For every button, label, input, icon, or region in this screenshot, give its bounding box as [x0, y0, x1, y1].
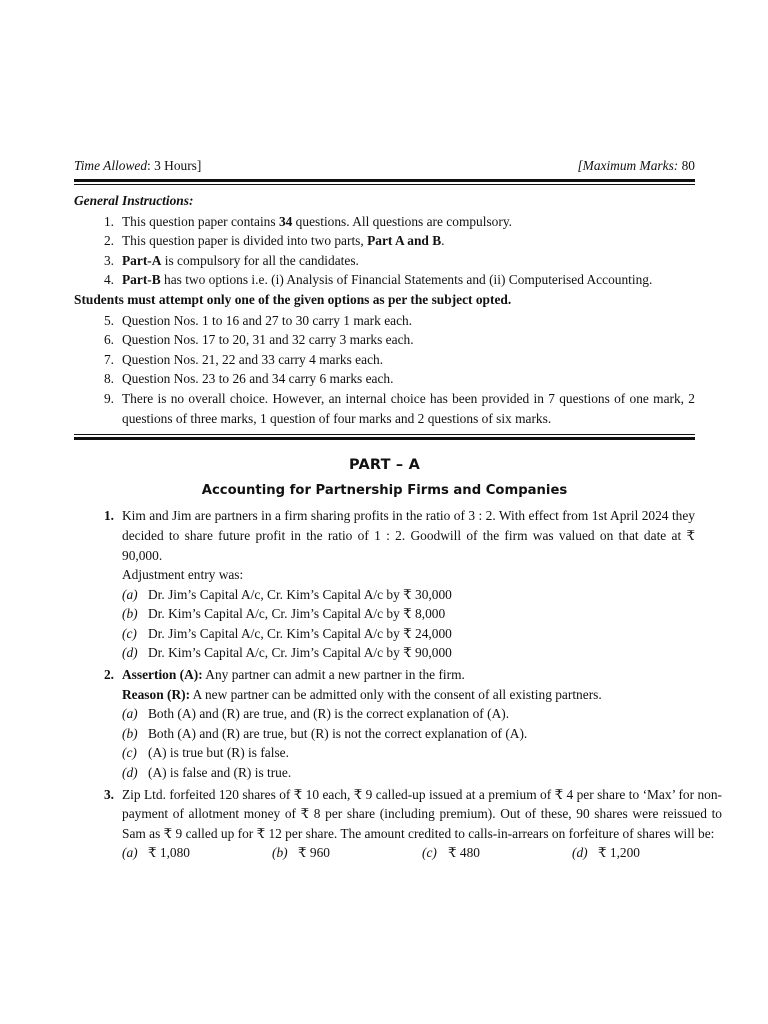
- question-body: [122, 785, 722, 863]
- instruction-text: Question Nos. 1 to 16 and 27 to 30 carry 1 mark each.: [122, 312, 413, 328]
- question-number: 3.: [103, 786, 114, 802]
- option-c: (c) Dr. Jim’s Capital A/c, Cr. Kim’s Capital A/c by ₹ 24,000: [122, 625, 452, 641]
- question-3: [74, 785, 722, 863]
- option-d: (d) ₹ 1,200: [572, 845, 640, 861]
- instruction-item: [74, 251, 695, 271]
- time-allowed-value: : 3 Hours]: [147, 158, 202, 173]
- instruction-item: [74, 369, 695, 389]
- part-subtitle: Accounting for Partnership Firms and Companies: [201, 482, 568, 498]
- time-allowed-label: Time Allowed: [74, 158, 148, 173]
- option-d: (d) Dr. Kim’s Capital A/c, Cr. Jim’s Capital A/c by ₹ 90,000: [122, 645, 452, 661]
- question-body: [122, 665, 695, 783]
- option-a: (a) Dr. Jim’s Capital A/c, Cr. Kim’s Capital A/c by ₹ 30,000: [122, 586, 452, 602]
- instruction-number: 7.: [103, 351, 114, 367]
- instruction-item: [74, 389, 695, 428]
- question-2: [74, 665, 695, 783]
- option-d: (d) (A) is false and (R) is true.: [122, 765, 292, 781]
- option-c: (c) ₹ 480: [422, 845, 480, 861]
- instruction-number: 6.: [103, 332, 114, 348]
- instruction-number: 2.: [103, 233, 114, 249]
- header-divider: [74, 179, 695, 185]
- question-stem: Zip Ltd. forfeited 120 shares of ₹ 10 each, ₹ 9 called-up issued at a premium of ₹ 4 per share to ‘Max’ for non-payment of allotment money of ₹ 8 per share (including premium). Out of these, 90 shares were reissued to Sam as ₹ 9 called up for ₹ 12 per share. The amount credited to calls-in-arrears on forfeiture of shares will be:: [122, 786, 722, 841]
- part-title: PART – A: [348, 457, 421, 474]
- instruction-text: Question Nos. 23 to 26 and 34 carry 6 marks each.: [122, 371, 394, 387]
- instruction-item: [74, 350, 695, 370]
- paper-header: [74, 156, 695, 176]
- instruction-number: 1.: [103, 213, 114, 229]
- question-stem: Kim and Jim are partners in a firm sharing profits in the ratio of 3 : 2. With effect from 1st April 2024 they decided to share future profit in the ratio of 1 : 2. Goodwill of the firm was valued on that date at ₹ 90,000.: [122, 508, 695, 563]
- instruction-number: 3.: [103, 252, 114, 268]
- instruction-text: Part-B has two options i.e. (i) Analysis of Financial Statements and (ii) Computerised Accounting.: [122, 272, 653, 288]
- options-row: [122, 843, 722, 863]
- instruction-item: [74, 212, 695, 232]
- maximum-marks-label: [Maximum Marks:: [577, 158, 679, 173]
- instructions-divider: [74, 434, 695, 440]
- instruction-text: Question Nos. 21, 22 and 33 carry 4 marks each.: [122, 351, 384, 367]
- general-instructions-list: [74, 212, 695, 290]
- instruction-item: [74, 231, 695, 251]
- option-b: (b) ₹ 960: [272, 845, 330, 861]
- assertion: Assertion (A): Any partner can admit a new partner in the firm.: [122, 667, 465, 683]
- question-1: [74, 506, 695, 663]
- question-number: 1.: [103, 508, 114, 524]
- time-allowed: [74, 156, 201, 176]
- instruction-number: 5.: [103, 312, 114, 328]
- instruction-text: This question paper is divided into two parts, Part A and B.: [122, 233, 445, 249]
- general-instructions-title: General Instructions:: [74, 193, 194, 208]
- maximum-marks: [577, 156, 695, 176]
- option-c: (c) (A) is true but (R) is false.: [122, 745, 289, 761]
- instruction-number: 8.: [103, 371, 114, 387]
- instructions-note: Students must attempt only one of the given options as per the subject opted.: [74, 291, 512, 307]
- instruction-number: 9.: [103, 390, 114, 406]
- instruction-item: [74, 330, 695, 350]
- option-b: (b) Dr. Kim’s Capital A/c, Cr. Jim’s Capital A/c by ₹ 8,000: [122, 606, 446, 622]
- reason: Reason (R): A new partner can be admitted only with the consent of all existing partners.: [122, 686, 602, 702]
- option-a: (a) Both (A) and (R) are true, and (R) is the correct explanation of (A).: [122, 706, 510, 722]
- question-lead: Adjustment entry was:: [122, 567, 244, 583]
- instruction-item: [74, 270, 695, 290]
- question-body: [122, 506, 695, 663]
- question-number: 2.: [103, 667, 114, 683]
- maximum-marks-value: 80: [678, 158, 695, 173]
- instruction-text: Question Nos. 17 to 20, 31 and 32 carry 3 marks each.: [122, 332, 414, 348]
- general-instructions-list-continued: [74, 311, 695, 429]
- instruction-text: Part-A is compulsory for all the candidates.: [122, 252, 359, 268]
- instruction-text: This question paper contains 34 questions. All questions are compulsory.: [122, 213, 513, 229]
- question-paper-page: [74, 156, 722, 863]
- option-b: (b) Both (A) and (R) are true, but (R) is not the correct explanation of (A).: [122, 725, 528, 741]
- instruction-text: There is no overall choice. However, an internal choice has been provided in 7 questions of one mark, 2 questions of three marks, 1 question of four marks and 2 questions of six marks.: [122, 390, 695, 426]
- instruction-item: [74, 311, 695, 331]
- option-a: (a) ₹ 1,080: [122, 845, 190, 861]
- instruction-number: 4.: [103, 272, 114, 288]
